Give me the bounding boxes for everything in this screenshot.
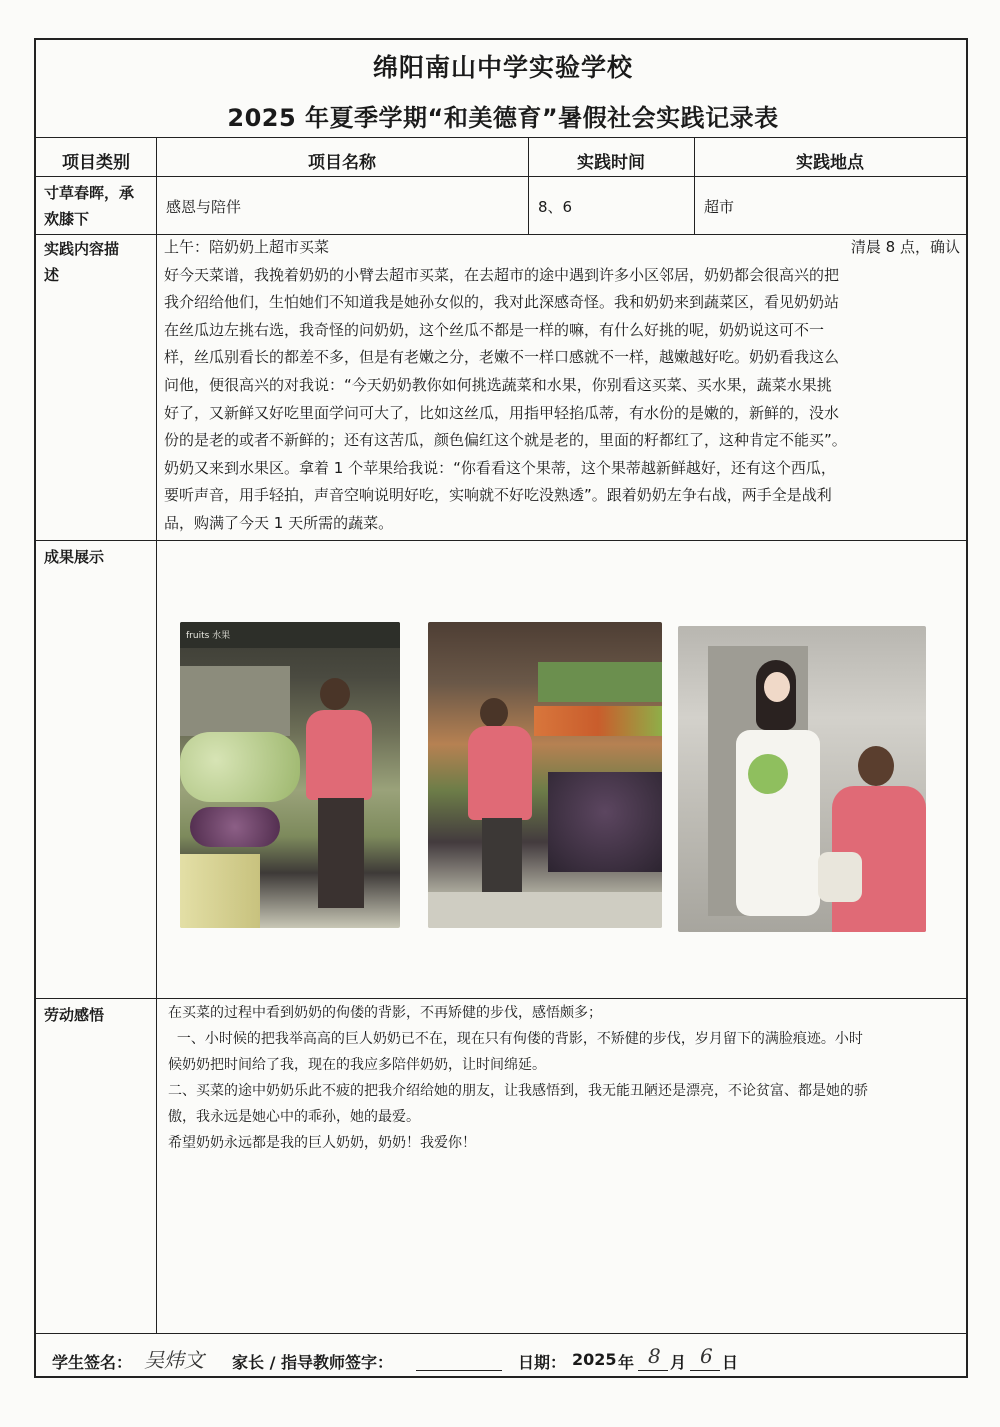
reflection-line-4: 傲，我永远是她心中的乖孙，她的最爱。 [168, 1109, 420, 1125]
store-sign-text: fruits 水果 [186, 631, 231, 641]
signature-row [52, 1346, 952, 1376]
project-category-line1: 寸草春晖，承 [44, 184, 135, 202]
photo-with-grandma [678, 626, 926, 932]
date-month-unit: 月 [670, 1353, 687, 1372]
header-place: 实践地点 [796, 153, 864, 173]
shelf-back [180, 666, 290, 736]
header-time: 实践时间 [577, 153, 645, 173]
purple-cabbage [190, 807, 280, 847]
content-line-6: 好了，又新鲜又好吃里面学问可大了，比如这丝瓜，用指甲轻掐瓜蒂，有水份的是嫩的，新鲜的，没水 [164, 403, 840, 422]
content-line-8: 奶奶又来到水果区。拿着 1 个苹果给我说：“你看看这个果蒂，这个果蒂越新鲜越好，还有这个西瓜， [164, 458, 836, 477]
header-name: 项目名称 [308, 153, 376, 173]
grandma-shirt [468, 726, 532, 820]
parent-sign-label: 家长 / 指导教师签字： [232, 1353, 393, 1372]
grandma-bag [818, 852, 862, 902]
cabbage-pile [180, 732, 300, 802]
corn-bin [180, 854, 260, 928]
results-label: 成果展示 [44, 548, 105, 566]
grandma-pants [482, 818, 522, 902]
project-name: 感恩与陪伴 [166, 198, 242, 216]
reflection-line-0: 在买菜的过程中看到奶奶的佝偻的背影，不再矫健的步伐，感悟颇多； [168, 1005, 602, 1021]
content-line-0-left: 上午：陪奶奶上超市买菜 [164, 238, 330, 256]
grandma-head [320, 678, 350, 710]
grandma-pants [318, 798, 364, 908]
record-form [34, 38, 968, 1378]
photo-grandma-produce [428, 622, 662, 928]
content-line-7: 份的是老的或者不新鲜的；还有这苦瓜，颜色偏红这个就是老的，里面的籽都红了，这种肯定不能买”。 [164, 431, 847, 450]
content-line-4: 样，丝瓜别看长的都差不多，但是有老嫩之分，老嫩不一样口感就不一样，越嫩越好吃。奶奶看我这么 [164, 348, 840, 367]
reflection-line-3: 二、买菜的途中奶奶乐此不疲的把我介绍给她的朋友，让我感悟到，我无能丑陋还是漂亮，不论贫富、都是她的骄 [168, 1083, 868, 1099]
content-label-line2: 述 [44, 266, 60, 284]
content-line-10: 品，购满了今天 1 天所需的蔬菜。 [164, 513, 394, 532]
project-category [44, 180, 134, 232]
reflection-line-2: 候奶奶把时间给了我，现在的我应多陪伴奶奶，让时间绵延。 [168, 1057, 546, 1073]
content-line-1: 好今天菜谱，我挽着奶奶的小臂去超市买菜，在去超市的途中遇到许多小区邻居，奶奶都会很高兴的把 [164, 265, 840, 284]
content-label [44, 236, 119, 288]
form-title: 2025 年夏季学期“和美德育”暑假社会实践记录表 [227, 104, 779, 132]
reflection-text [168, 1000, 962, 1156]
student-signature[interactable]: 吴炜文 [144, 1348, 204, 1372]
photo-grandma-vegetables [180, 622, 400, 928]
content-label-line1: 实践内容描 [44, 240, 120, 258]
produce-bag [748, 754, 788, 794]
header-category: 项目类别 [62, 153, 130, 173]
rule-title [36, 137, 966, 138]
rule-results [36, 998, 966, 999]
content-line-9: 要听声音，用手轻拍，声音空响说明好吃，实响就不好吃没熟透”。跟着奶奶左争右战，两手全是战利 [164, 486, 832, 505]
content-line-5: 问他，便很高兴的对我说：“今天奶奶教你如何挑选蔬菜和水果，你别看这买菜、买水果，蔬菜水果挑 [164, 375, 832, 394]
project-category-line2: 欢膝下 [44, 210, 90, 228]
grandma-head [858, 746, 894, 786]
date-day[interactable]: 6 [700, 1344, 713, 1368]
date-month[interactable]: 8 [648, 1344, 661, 1368]
content-line-3: 在丝瓜边左挑右选，我奇怪的问奶奶，这个丝瓜不都是一样的嘛，有什么好挑的呢，奶奶说这可不一 [164, 320, 825, 339]
eggplant-bin [548, 772, 662, 872]
reflection-line-5: 希望奶奶永远都是我的巨人奶奶，奶奶！我爱你！ [168, 1135, 476, 1151]
reflection-line-1: 一、小时候的把我举高高的巨人奶奶已不在，现在只有佝偻的背影，不矫健的步伐，岁月留下的满脸痕迹。小时 [168, 1031, 863, 1047]
girl-face [764, 672, 790, 702]
project-place: 超市 [704, 198, 735, 216]
carrot-shelf [534, 706, 662, 736]
content-text [164, 234, 960, 538]
date-day-unit: 日 [722, 1353, 739, 1372]
grandma-shirt [306, 710, 372, 800]
content-line-0 [164, 234, 960, 262]
rule-reflection [36, 1333, 966, 1334]
date-label: 日期： [518, 1353, 567, 1372]
date-year: 2025 [572, 1350, 617, 1369]
content-line-2: 我介绍给他们，生怕她们不知道我是她孙女似的，我对此深感奇怪。我和奶奶来到蔬菜区，看见奶奶站 [164, 293, 840, 312]
month-line [638, 1370, 668, 1371]
student-sign-label: 学生签名： [52, 1353, 133, 1372]
content-line-0-right: 清晨 8 点，确认 [850, 238, 960, 256]
rule-header [36, 176, 966, 177]
rule-label-column [156, 137, 157, 1333]
project-time: 8、6 [538, 198, 573, 216]
grandma-head [480, 698, 508, 728]
date-year-unit: 年 [618, 1353, 635, 1372]
school-name: 绵阳南山中学实验学校 [372, 53, 633, 82]
parent-signature-line[interactable] [416, 1370, 502, 1371]
rule-content [36, 540, 966, 541]
reflection-label: 劳动感悟 [44, 1006, 105, 1024]
day-line [690, 1370, 720, 1371]
floor [428, 892, 662, 928]
greens-shelf [538, 662, 662, 702]
